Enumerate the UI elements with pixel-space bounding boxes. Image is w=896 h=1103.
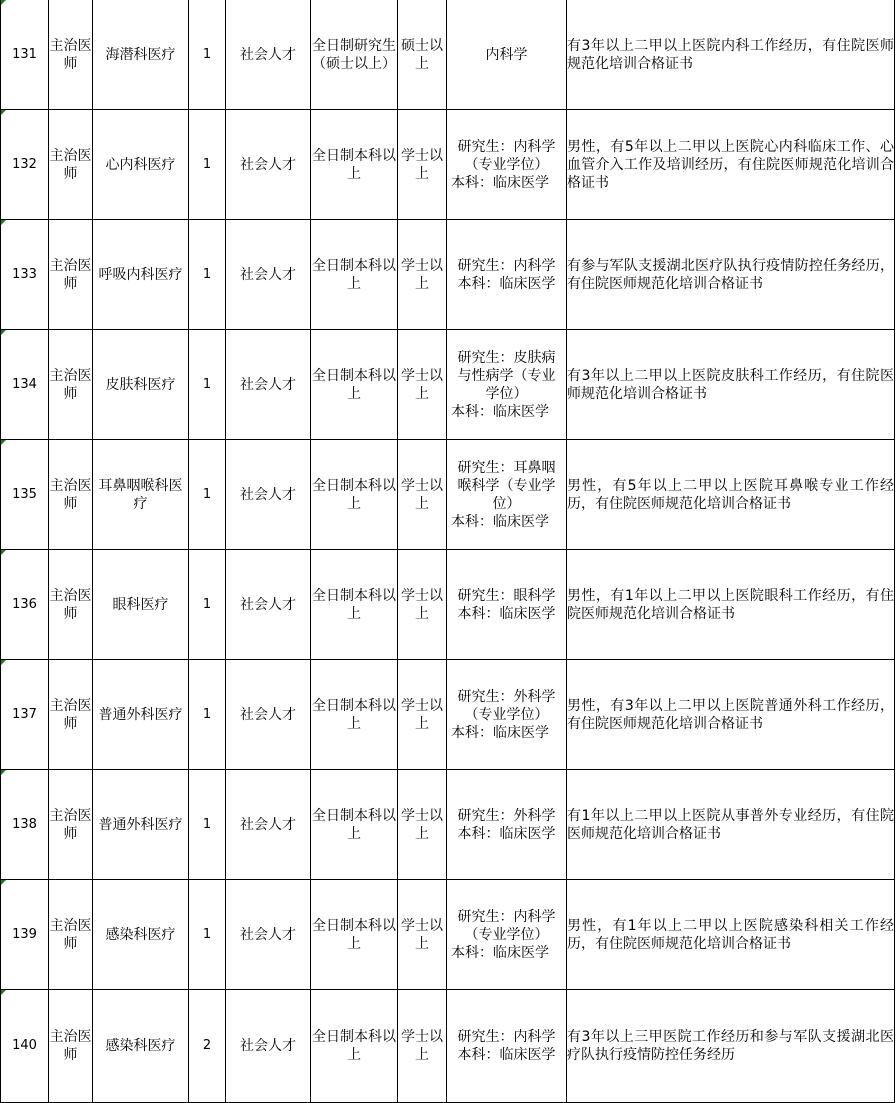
department-text: 耳鼻咽喉科医疗 <box>98 477 183 512</box>
table-row <box>1 880 895 990</box>
major-text <box>482 46 532 64</box>
requirement-text: 有3年以上二甲以上医院内科工作经历，有住院医师规范化培训合格证书 <box>567 37 894 72</box>
degree-text: 学士以上 <box>401 1029 443 1063</box>
row-number-text: 137 <box>12 706 37 722</box>
headcount-text: 1 <box>202 376 212 392</box>
cell-comment-marker-icon <box>1 660 6 665</box>
table-row <box>1 770 895 880</box>
education-cell <box>311 550 398 660</box>
category-cell <box>226 550 311 660</box>
category-text: 社会人才 <box>240 596 296 613</box>
requirement-cell <box>567 550 895 660</box>
degree-cell <box>398 110 447 220</box>
requirement-cell <box>567 770 895 880</box>
major-line: 研究生：皮肤病与性病学（专业学位） <box>457 349 556 402</box>
department-cell <box>93 220 189 330</box>
headcount-text: 1 <box>202 46 212 62</box>
department-text: 普通外科医疗 <box>98 706 183 723</box>
position-title-cell <box>49 220 93 330</box>
education-text: 全日制本科以上 <box>312 1029 396 1063</box>
degree-cell <box>398 990 447 1103</box>
table-row <box>1 660 895 770</box>
category-cell <box>226 880 311 990</box>
position-title-cell <box>49 330 93 440</box>
requirement-cell <box>567 110 895 220</box>
row-number-text: 138 <box>12 816 37 832</box>
headcount-text: 1 <box>202 926 212 942</box>
major-cell <box>447 880 567 990</box>
headcount-cell <box>189 440 226 550</box>
cell-comment-marker-icon <box>1 0 6 5</box>
table-row <box>1 440 895 550</box>
department-cell <box>93 990 189 1103</box>
major-line: 本科：临床医学 <box>451 403 549 420</box>
table-body <box>1 0 895 1103</box>
category-cell <box>226 110 311 220</box>
department-text: 普通外科医疗 <box>98 816 183 833</box>
major-line: 研究生：内科学 <box>457 1029 556 1045</box>
department-text: 皮肤科医疗 <box>105 376 176 393</box>
education-text: 全日制本科以上 <box>312 807 396 842</box>
cell-comment-marker-icon <box>1 220 6 225</box>
position-title-cell <box>49 880 93 990</box>
requirement-text: 男性，有5年以上二甲以上医院心内科临床工作、心血管介入工作及培训经历，有住院医师规范化培训合格证书 <box>567 138 894 191</box>
major-line: 本科：临床医学 <box>457 275 556 292</box>
cell-comment-marker-icon <box>1 550 6 555</box>
table-row <box>1 330 895 440</box>
degree-text: 学士以上 <box>401 807 443 842</box>
major-line: 内科学 <box>485 46 528 63</box>
education-cell <box>311 110 398 220</box>
position-title-text: 主治医师 <box>49 367 92 402</box>
row-number-cell <box>1 550 49 660</box>
requirement-text: 男性，有1年以上二甲以上医院眼科工作经历，有住院医师规范化培训合格证书 <box>567 587 894 622</box>
requirement-text: 男性，有3年以上二甲以上医院普通外科工作经历，有住院医师规范化培训合格证书 <box>567 697 894 732</box>
category-cell <box>226 330 311 440</box>
major-text <box>447 908 566 962</box>
major-cell <box>447 990 567 1103</box>
degree-cell <box>398 550 447 660</box>
row-number-cell <box>1 660 49 770</box>
major-line: 研究生：内科学（专业学位） <box>457 138 556 173</box>
degree-cell <box>398 0 447 110</box>
table-row <box>1 110 895 220</box>
education-text: 全日制本科以上 <box>312 917 396 952</box>
cell-comment-marker-icon <box>1 110 6 115</box>
major-cell <box>447 660 567 770</box>
major-text <box>447 459 566 531</box>
position-title-cell <box>49 110 93 220</box>
headcount-text: 1 <box>202 486 212 502</box>
row-number-cell <box>1 440 49 550</box>
position-title-cell <box>49 440 93 550</box>
category-text: 社会人才 <box>240 156 296 173</box>
requirement-text: 有1年以上二甲以上医院从事普外专业经历，有住院医师规范化培训合格证书 <box>567 807 894 842</box>
headcount-cell <box>189 220 226 330</box>
department-text: 呼吸内科医疗 <box>98 266 183 283</box>
headcount-cell <box>189 880 226 990</box>
major-line: 本科：临床医学 <box>451 174 549 191</box>
requirement-cell <box>567 880 895 990</box>
degree-text: 硕士以上 <box>401 37 443 72</box>
headcount-text: 1 <box>202 266 212 282</box>
education-text: 全日制本科以上 <box>312 697 396 732</box>
major-line: 本科：临床医学 <box>451 944 549 961</box>
requirement-cell <box>567 0 895 110</box>
major-cell <box>447 0 567 110</box>
position-title-text: 主治医师 <box>49 697 92 732</box>
headcount-text: 1 <box>202 156 212 172</box>
requirement-cell <box>567 990 895 1103</box>
degree-cell <box>398 770 447 880</box>
department-cell <box>93 770 189 880</box>
education-text: 全日制本科以上 <box>312 477 396 512</box>
degree-text: 学士以上 <box>401 587 443 622</box>
requirement-text: 有3年以上三甲医院工作经历和参与军队支援湖北医疗队执行疫情防控任务经历 <box>567 1029 894 1063</box>
row-number-text: 131 <box>12 46 37 62</box>
major-line: 研究生：外科学 <box>457 807 556 824</box>
table-row <box>1 990 895 1103</box>
degree-cell <box>398 440 447 550</box>
headcount-text: 1 <box>202 816 212 832</box>
position-title-text: 主治医师 <box>49 257 92 292</box>
education-cell <box>311 990 398 1103</box>
position-title-text: 主治医师 <box>49 1029 92 1063</box>
major-line: 本科：临床医学 <box>451 724 549 741</box>
row-number-text: 132 <box>12 156 37 172</box>
major-text <box>447 138 566 192</box>
requirement-cell <box>567 660 895 770</box>
degree-cell <box>398 660 447 770</box>
table-row <box>1 550 895 660</box>
headcount-text: 2 <box>202 1038 212 1053</box>
degree-text: 学士以上 <box>401 697 443 732</box>
major-line: 研究生：外科学（专业学位） <box>457 688 556 723</box>
major-text <box>454 1028 560 1064</box>
requirement-cell <box>567 330 895 440</box>
row-number-text: 140 <box>12 1038 37 1053</box>
headcount-cell <box>189 110 226 220</box>
requirement-text: 男性，有1年以上二甲以上医院感染科相关工作经历，有住院医师规范化培训合格证书 <box>567 917 894 952</box>
major-text <box>447 688 566 742</box>
category-text: 社会人才 <box>240 46 296 63</box>
major-line: 研究生：内科学 <box>457 257 556 274</box>
category-cell <box>226 440 311 550</box>
major-cell <box>447 330 567 440</box>
row-number-cell <box>1 990 49 1103</box>
row-number-cell <box>1 110 49 220</box>
position-title-cell <box>49 550 93 660</box>
degree-text: 学士以上 <box>401 257 443 292</box>
education-text: 全日制本科以上 <box>312 147 396 182</box>
degree-cell <box>398 220 447 330</box>
headcount-cell <box>189 550 226 660</box>
category-text: 社会人才 <box>240 266 296 283</box>
department-cell <box>93 660 189 770</box>
degree-text: 学士以上 <box>401 917 443 952</box>
headcount-cell <box>189 330 226 440</box>
requirement-text: 有3年以上二甲以上医院皮肤科工作经历，有住院医师规范化培训合格证书 <box>567 367 894 402</box>
education-cell <box>311 220 398 330</box>
row-number-text: 135 <box>12 486 37 502</box>
position-title-cell <box>49 770 93 880</box>
major-line: 本科：临床医学 <box>457 825 556 842</box>
education-text: 全日制研究生（硕士以上） <box>312 37 396 72</box>
education-cell <box>311 660 398 770</box>
department-text: 眼科医疗 <box>112 596 169 613</box>
requirement-cell <box>567 440 895 550</box>
row-number-text: 136 <box>12 596 37 612</box>
category-text: 社会人才 <box>240 1038 296 1054</box>
table-row <box>1 0 895 110</box>
position-title-cell <box>49 660 93 770</box>
category-text: 社会人才 <box>240 926 296 943</box>
education-cell <box>311 330 398 440</box>
category-text: 社会人才 <box>240 816 296 833</box>
category-cell <box>226 220 311 330</box>
major-line: 研究生：耳鼻咽喉科学（专业学位） <box>457 459 556 512</box>
cell-comment-marker-icon <box>1 770 6 775</box>
department-text: 海潜科医疗 <box>105 46 176 63</box>
education-cell <box>311 880 398 990</box>
major-cell <box>447 550 567 660</box>
education-cell <box>311 440 398 550</box>
category-text: 社会人才 <box>240 486 296 503</box>
category-cell <box>226 660 311 770</box>
major-line: 研究生：内科学（专业学位） <box>457 908 556 943</box>
position-title-text: 主治医师 <box>49 147 92 182</box>
row-number-text: 134 <box>12 376 37 392</box>
table-row <box>1 220 895 330</box>
category-cell <box>226 0 311 110</box>
cell-comment-marker-icon <box>1 880 6 885</box>
cell-comment-marker-icon <box>1 990 6 995</box>
position-title-text: 主治医师 <box>49 917 92 952</box>
headcount-text: 1 <box>202 706 212 722</box>
major-cell <box>447 110 567 220</box>
degree-cell <box>398 880 447 990</box>
department-cell <box>93 550 189 660</box>
education-text: 全日制本科以上 <box>312 367 396 402</box>
major-cell <box>447 220 567 330</box>
department-cell <box>93 110 189 220</box>
headcount-cell <box>189 660 226 770</box>
education-text: 全日制本科以上 <box>312 587 396 622</box>
row-number-text: 133 <box>12 266 37 282</box>
row-number-cell <box>1 880 49 990</box>
degree-text: 学士以上 <box>401 367 443 402</box>
headcount-cell <box>189 0 226 110</box>
education-text: 全日制本科以上 <box>312 257 396 292</box>
degree-text: 学士以上 <box>401 477 443 512</box>
requirement-cell <box>567 220 895 330</box>
department-text: 感染科医疗 <box>105 926 176 943</box>
department-text: 感染科医疗 <box>105 1038 176 1054</box>
major-line: 本科：临床医学 <box>451 513 549 530</box>
category-text: 社会人才 <box>240 706 296 723</box>
category-cell <box>226 770 311 880</box>
headcount-text: 1 <box>202 596 212 612</box>
major-text <box>454 257 560 293</box>
position-title-text: 主治医师 <box>49 477 92 512</box>
education-cell <box>311 770 398 880</box>
row-number-cell <box>1 330 49 440</box>
category-cell <box>226 990 311 1103</box>
row-number-cell <box>1 220 49 330</box>
major-line: 研究生：眼科学 <box>457 587 556 604</box>
department-cell <box>93 440 189 550</box>
requirement-text: 有参与军队支援湖北医疗队执行疫情防控任务经历，有住院医师规范化培训合格证书 <box>567 257 894 292</box>
major-text <box>454 587 560 623</box>
major-line: 本科：临床医学 <box>457 1047 556 1063</box>
major-text <box>454 807 560 843</box>
row-number-cell <box>1 0 49 110</box>
position-title-cell <box>49 990 93 1103</box>
department-text: 心内科医疗 <box>105 156 176 173</box>
degree-text: 学士以上 <box>401 147 443 182</box>
row-number-cell <box>1 770 49 880</box>
position-title-text: 主治医师 <box>49 807 92 842</box>
major-cell <box>447 440 567 550</box>
position-title-cell <box>49 0 93 110</box>
department-cell <box>93 880 189 990</box>
position-title-text: 主治医师 <box>49 587 92 622</box>
major-text <box>447 349 566 421</box>
major-cell <box>447 770 567 880</box>
education-cell <box>311 0 398 110</box>
position-title-text: 主治医师 <box>49 37 92 72</box>
department-cell <box>93 0 189 110</box>
headcount-cell <box>189 990 226 1103</box>
headcount-cell <box>189 770 226 880</box>
row-number-text: 139 <box>12 926 37 942</box>
category-text: 社会人才 <box>240 376 296 393</box>
major-line: 本科：临床医学 <box>457 605 556 622</box>
cell-comment-marker-icon <box>1 440 6 445</box>
requirement-text: 男性，有5年以上二甲以上医院耳鼻喉专业工作经历，有住院医师规范化培训合格证书 <box>567 477 894 512</box>
department-cell <box>93 330 189 440</box>
cell-comment-marker-icon <box>1 330 6 335</box>
degree-cell <box>398 330 447 440</box>
